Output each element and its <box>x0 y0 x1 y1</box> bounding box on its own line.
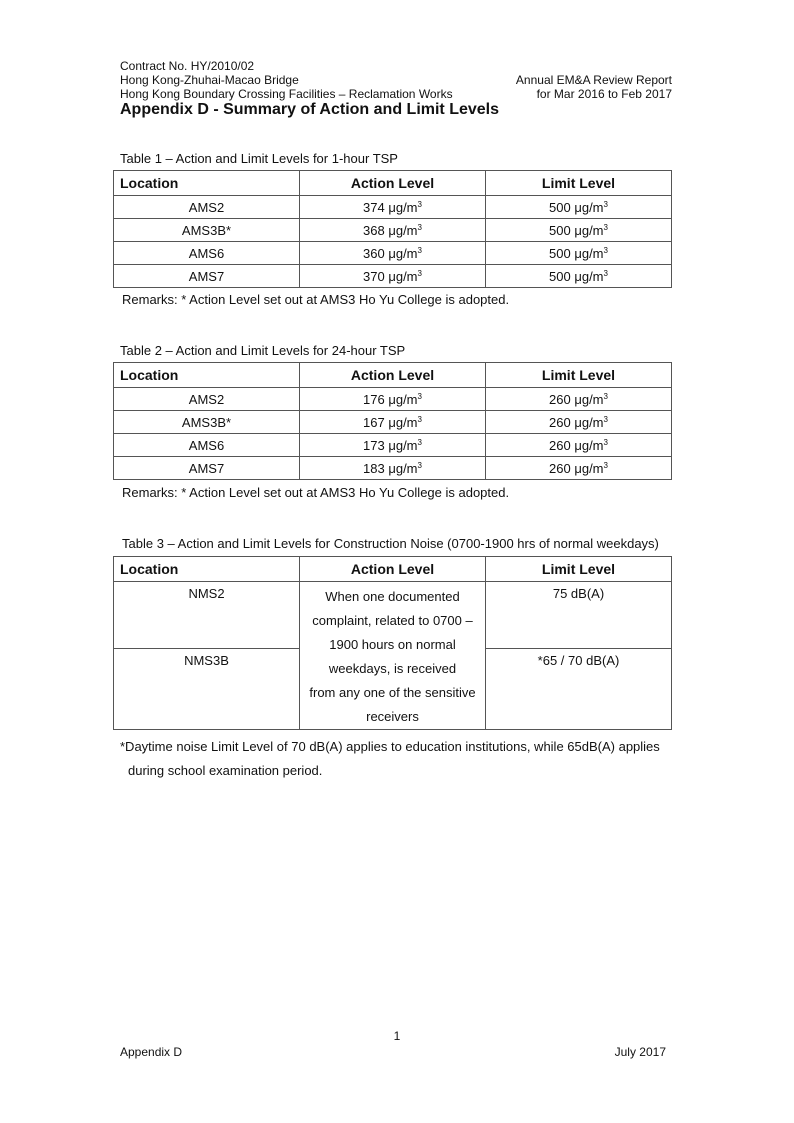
table2 <box>113 362 672 480</box>
table1-body <box>114 196 672 288</box>
unit-superscript: 3 <box>417 414 422 424</box>
page-footer <box>120 1045 666 1059</box>
location-cell: AMS3B* <box>114 411 300 434</box>
limit-level-cell <box>486 434 672 457</box>
action-level-cell-value: 183 <box>363 460 385 476</box>
limit-level-cell-value: 260 <box>549 391 571 407</box>
column-header-location: Location <box>114 557 300 582</box>
table1-remark: Remarks: * Action Level set out at AMS3 Ho Yu College is adopted. <box>122 292 510 307</box>
works-name: Hong Kong Boundary Crossing Facilities – Reclamation Works <box>120 87 453 101</box>
unit-label: μg/m <box>388 437 418 453</box>
contract-number: Contract No. HY/2010/02 <box>120 59 255 73</box>
unit-label: μg/m <box>388 460 418 476</box>
unit-label: μg/m <box>574 245 604 261</box>
column-header-limit: Limit Level <box>486 557 672 582</box>
table2-header-row <box>114 363 672 388</box>
footnote-line: *Daytime noise Limit Level of 70 dB(A) applies to education institutions, while 65dB(A) applies <box>120 739 660 754</box>
location-cell: AMS7 <box>114 265 300 288</box>
table-row <box>114 434 672 457</box>
unit-superscript: 3 <box>417 460 422 470</box>
table2-remark: Remarks: * Action Level set out at AMS3 Ho Yu College is adopted. <box>122 485 510 500</box>
unit-superscript: 3 <box>603 437 608 447</box>
action-level-cell-value: 173 <box>363 437 385 453</box>
table3-footnote <box>120 735 680 783</box>
action-level-cell-value: 368 <box>363 222 385 238</box>
page-header <box>120 59 672 101</box>
limit-level-cell-value: 260 <box>549 414 571 430</box>
location-cell: AMS2 <box>114 388 300 411</box>
unit-superscript: 3 <box>603 222 608 232</box>
action-level-cell <box>300 388 486 411</box>
limit-level-cell: 75 dB(A) <box>486 582 672 649</box>
unit-superscript: 3 <box>603 391 608 401</box>
column-header-limit: Limit Level <box>486 363 672 388</box>
table-row <box>114 265 672 288</box>
unit-superscript: 3 <box>603 245 608 255</box>
limit-level-cell-value: 260 <box>549 437 571 453</box>
location-cell: AMS7 <box>114 457 300 480</box>
limit-level-cell <box>486 411 672 434</box>
unit-label: μg/m <box>388 391 418 407</box>
unit-label: μg/m <box>388 268 418 284</box>
page-title: Appendix D - Summary of Action and Limit Levels <box>120 101 500 118</box>
footnote-line: during school examination period. <box>128 763 323 778</box>
location-cell: AMS6 <box>114 242 300 265</box>
action-level-cell-value: 167 <box>363 414 385 430</box>
column-header-location: Location <box>114 363 300 388</box>
unit-superscript: 3 <box>417 199 422 209</box>
limit-level-cell-value: 260 <box>549 460 571 476</box>
unit-superscript: 3 <box>603 268 608 278</box>
limit-level-cell-value: 500 <box>549 222 571 238</box>
table1-caption: Table 1 – Action and Limit Levels for 1-hour TSP <box>120 151 398 166</box>
limit-level-cell <box>486 242 672 265</box>
column-header-action: Action Level <box>300 557 486 582</box>
action-level-cell <box>300 219 486 242</box>
action-level-cell <box>300 196 486 219</box>
table1 <box>113 170 672 288</box>
unit-label: μg/m <box>574 414 604 430</box>
action-level-cell <box>300 434 486 457</box>
limit-level-cell <box>486 219 672 242</box>
column-header-limit: Limit Level <box>486 171 672 196</box>
unit-superscript: 3 <box>417 437 422 447</box>
report-period: for Mar 2016 to Feb 2017 <box>536 87 672 101</box>
unit-label: μg/m <box>388 414 418 430</box>
limit-level-cell-value: 500 <box>549 268 571 284</box>
limit-level-cell <box>486 265 672 288</box>
unit-label: μg/m <box>388 245 418 261</box>
limit-level-cell <box>486 457 672 480</box>
action-level-cell <box>300 582 486 730</box>
column-header-location: Location <box>114 171 300 196</box>
table2-body <box>114 388 672 480</box>
limit-level-cell <box>486 388 672 411</box>
limit-level-cell-value: 500 <box>549 245 571 261</box>
footer-date: July 2017 <box>614 1045 666 1059</box>
unit-label: μg/m <box>574 460 604 476</box>
unit-superscript: 3 <box>417 268 422 278</box>
unit-superscript: 3 <box>417 222 422 232</box>
unit-label: μg/m <box>388 199 418 215</box>
table-row <box>114 411 672 434</box>
table1-header-row <box>114 171 672 196</box>
action-level-cell <box>300 411 486 434</box>
table-row <box>114 457 672 480</box>
column-header-action: Action Level <box>300 363 486 388</box>
unit-superscript: 3 <box>603 414 608 424</box>
limit-level-cell: *65 / 70 dB(A) <box>486 649 672 730</box>
location-cell: NMS2 <box>114 582 300 649</box>
table-row <box>114 242 672 265</box>
limit-level-cell-value: 500 <box>549 199 571 215</box>
column-header-action: Action Level <box>300 171 486 196</box>
unit-label: μg/m <box>574 391 604 407</box>
action-line: When one documented <box>325 589 460 604</box>
page-number: 1 <box>393 1029 401 1043</box>
action-line: receivers <box>366 709 419 724</box>
footer-appendix: Appendix D <box>120 1045 183 1059</box>
table3-caption: Table 3 – Action and Limit Levels for Construction Noise (0700-1900 hrs of normal weekdays) <box>122 536 659 551</box>
unit-label: μg/m <box>574 199 604 215</box>
table-row <box>114 196 672 219</box>
location-cell: AMS2 <box>114 196 300 219</box>
unit-label: μg/m <box>574 437 604 453</box>
table3-header-row <box>114 557 672 582</box>
action-level-cell-value: 176 <box>363 391 385 407</box>
project-name: Hong Kong-Zhuhai-Macao Bridge <box>120 73 299 87</box>
table2-caption: Table 2 – Action and Limit Levels for 24-hour TSP <box>120 343 406 358</box>
location-cell: AMS6 <box>114 434 300 457</box>
unit-label: μg/m <box>388 222 418 238</box>
action-level-cell-value: 360 <box>363 245 385 261</box>
action-line: weekdays, is received <box>328 661 457 676</box>
action-line: 1900 hours on normal <box>329 637 456 652</box>
unit-superscript: 3 <box>603 460 608 470</box>
action-level-cell-value: 374 <box>363 199 385 215</box>
action-level-cell <box>300 242 486 265</box>
location-cell: NMS3B <box>114 649 300 730</box>
action-line: complaint, related to 0700 – <box>312 613 473 628</box>
report-name: Annual EM&A Review Report <box>515 73 672 87</box>
unit-superscript: 3 <box>603 199 608 209</box>
limit-level-cell <box>486 196 672 219</box>
action-line: from any one of the sensitive <box>309 685 476 700</box>
unit-label: μg/m <box>574 222 604 238</box>
unit-superscript: 3 <box>417 391 422 401</box>
table-row <box>114 388 672 411</box>
action-level-cell <box>300 265 486 288</box>
unit-superscript: 3 <box>417 245 422 255</box>
table-row <box>114 582 672 649</box>
unit-label: μg/m <box>574 268 604 284</box>
action-level-cell-value: 370 <box>363 268 385 284</box>
action-level-cell <box>300 457 486 480</box>
table3 <box>113 556 672 730</box>
table-row <box>114 219 672 242</box>
location-cell: AMS3B* <box>114 219 300 242</box>
